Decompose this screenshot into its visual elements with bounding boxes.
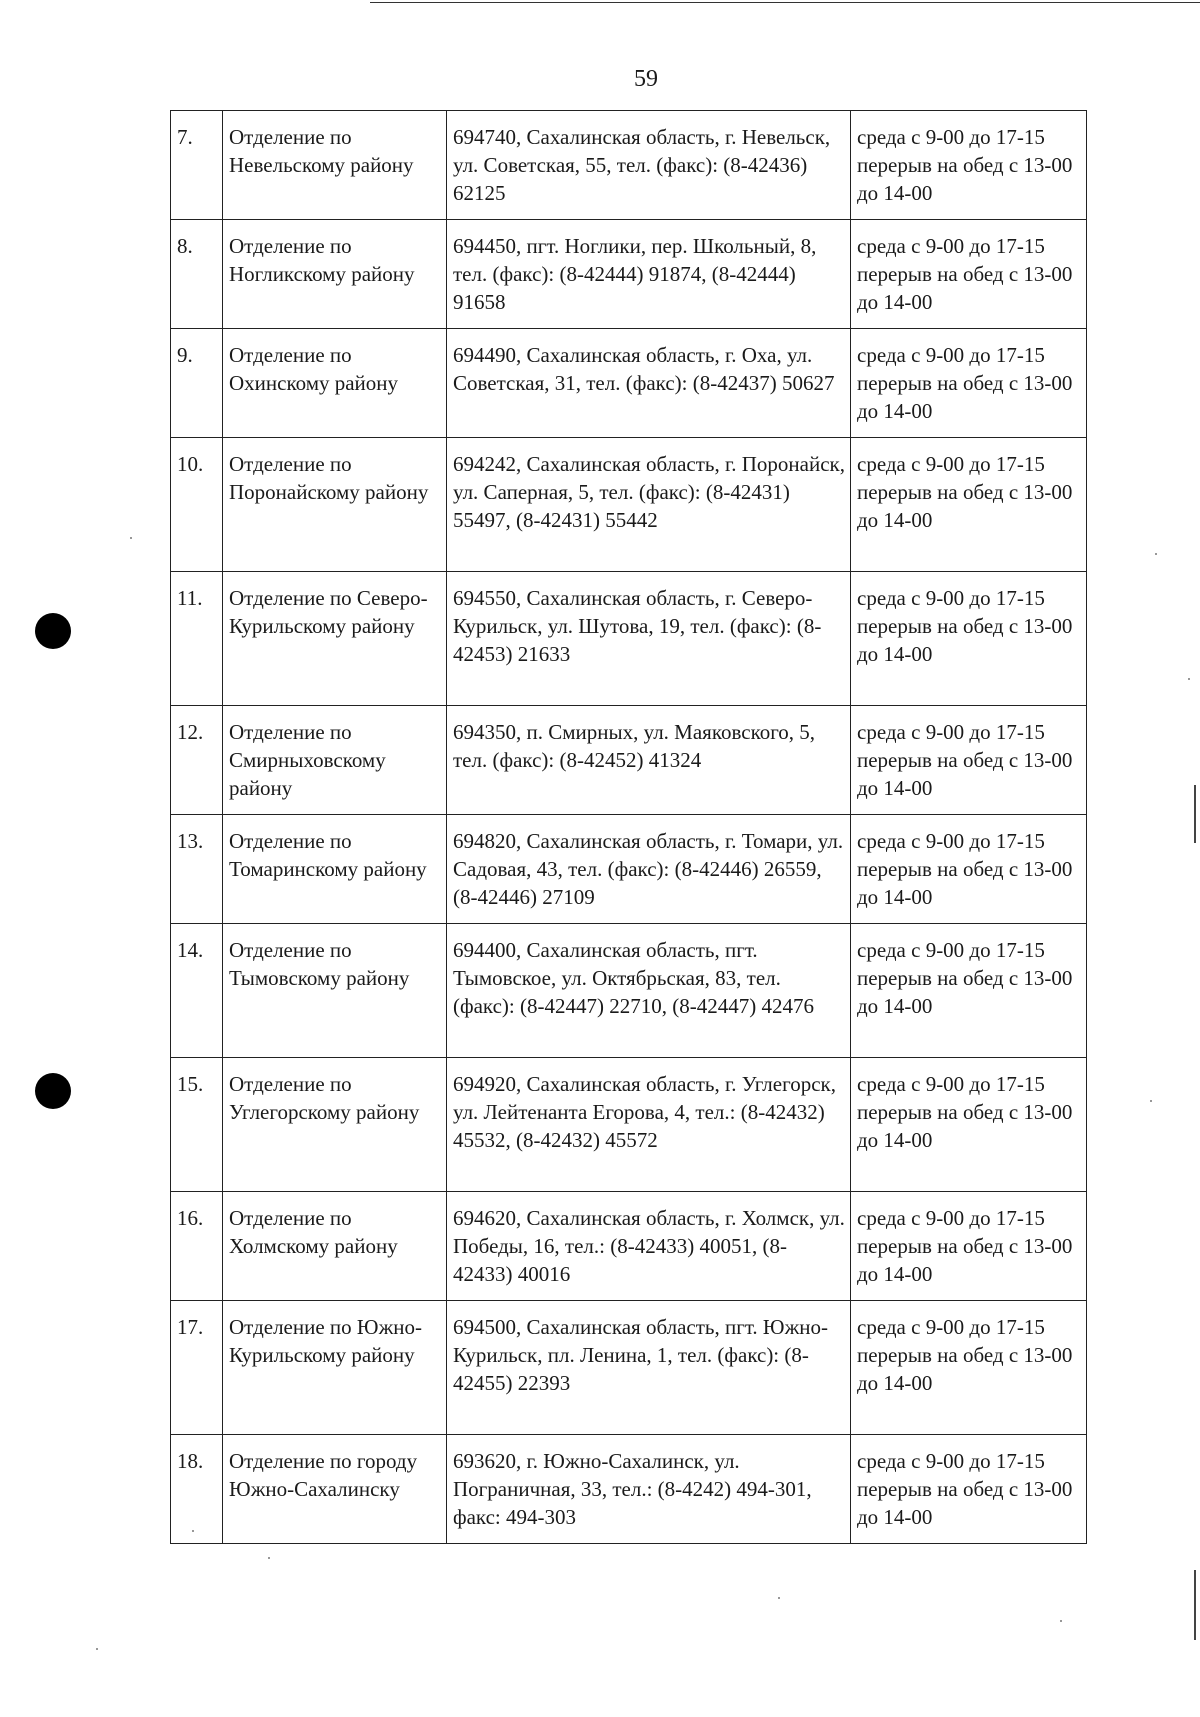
department-name: Отделение по Смирныховскому району xyxy=(223,706,447,815)
row-number: 8. xyxy=(171,220,223,329)
scan-speck xyxy=(96,1648,98,1650)
table-row xyxy=(171,220,1087,329)
department-address: 694740, Сахалинская область, г. Невельск, ул. Советская, 55, тел. (факс): (8-42436) 62125 xyxy=(447,111,851,220)
table-row xyxy=(171,924,1087,1058)
reception-hours: среда с 9-00 до 17-15 перерыв на обед с 13-00 до 14-00 xyxy=(851,1192,1087,1301)
department-address: 694490, Сахалинская область, г. Оха, ул. Советская, 31, тел. (факс): (8-42437) 50627 xyxy=(447,329,851,438)
row-number: 7. xyxy=(171,111,223,220)
table-row xyxy=(171,572,1087,706)
scan-speck xyxy=(778,1597,780,1599)
reception-hours: среда с 9-00 до 17-15 перерыв на обед с 13-00 до 14-00 xyxy=(851,1301,1087,1435)
department-address: 694242, Сахалинская область, г. Поронайск, ул. Саперная, 5, тел. (факс): (8-42431) 55497, (8-42431) 55442 xyxy=(447,438,851,572)
department-address: 694350, п. Смирных, ул. Маяковского, 5, тел. (факс): (8-42452) 41324 xyxy=(447,706,851,815)
table-row xyxy=(171,1435,1087,1544)
scan-edge-mark xyxy=(1194,1570,1196,1640)
department-name: Отделение по Углегорскому району xyxy=(223,1058,447,1192)
reception-hours: среда с 9-00 до 17-15 перерыв на обед с 13-00 до 14-00 xyxy=(851,1435,1087,1544)
row-number: 9. xyxy=(171,329,223,438)
scan-edge-mark xyxy=(1194,785,1196,843)
department-address: 694920, Сахалинская область, г. Углегорск, ул. Лейтенанта Егорова, 4, тел.: (8-42432) 45532, (8-42432) 45572 xyxy=(447,1058,851,1192)
reception-hours: среда с 9-00 до 17-15 перерыв на обед с 13-00 до 14-00 xyxy=(851,111,1087,220)
department-address: 694820, Сахалинская область, г. Томари, ул. Садовая, 43, тел. (факс): (8-42446) 26559, (8-42446) 27109 xyxy=(447,815,851,924)
row-number: 17. xyxy=(171,1301,223,1435)
department-address: 694500, Сахалинская область, пгт. Южно-Курильск, пл. Ленина, 1, тел. (факс): (8-42455) 22393 xyxy=(447,1301,851,1435)
row-number: 15. xyxy=(171,1058,223,1192)
scan-speck xyxy=(130,537,132,539)
row-number: 16. xyxy=(171,1192,223,1301)
reception-hours: среда с 9-00 до 17-15 перерыв на обед с 13-00 до 14-00 xyxy=(851,220,1087,329)
table-row xyxy=(171,329,1087,438)
row-number: 14. xyxy=(171,924,223,1058)
scan-speck xyxy=(1150,1100,1152,1102)
table-row xyxy=(171,1192,1087,1301)
department-name: Отделение по Невельскому району xyxy=(223,111,447,220)
page-number: 59 xyxy=(634,66,658,92)
scan-speck xyxy=(1155,553,1157,555)
reception-hours: среда с 9-00 до 17-15 перерыв на обед с 13-00 до 14-00 xyxy=(851,706,1087,815)
table-row xyxy=(171,111,1087,220)
department-name: Отделение по Южно-Курильскому району xyxy=(223,1301,447,1435)
department-address: 694400, Сахалинская область, пгт. Тымовское, ул. Октябрьская, 83, тел. (факс): (8-42447) 22710, (8-42447) 42476 xyxy=(447,924,851,1058)
table-row xyxy=(171,1301,1087,1435)
reception-hours: среда с 9-00 до 17-15 перерыв на обед с 13-00 до 14-00 xyxy=(851,572,1087,706)
reception-hours: среда с 9-00 до 17-15 перерыв на обед с 13-00 до 14-00 xyxy=(851,815,1087,924)
row-number: 11. xyxy=(171,572,223,706)
department-address: 694450, пгт. Ноглики, пер. Школьный, 8, тел. (факс): (8-42444) 91874, (8-42444) 91658 xyxy=(447,220,851,329)
department-address: 694620, Сахалинская область, г. Холмск, ул. Победы, 16, тел.: (8-42433) 40051, (8-42433) 40016 xyxy=(447,1192,851,1301)
row-number: 12. xyxy=(171,706,223,815)
department-name: Отделение по Ногликскому району xyxy=(223,220,447,329)
table-row xyxy=(171,706,1087,815)
department-name: Отделение по Поронайскому району xyxy=(223,438,447,572)
offices-table xyxy=(170,110,1087,1544)
reception-hours: среда с 9-00 до 17-15 перерыв на обед с 13-00 до 14-00 xyxy=(851,1058,1087,1192)
reception-hours: среда с 9-00 до 17-15 перерыв на обед с 13-00 до 14-00 xyxy=(851,329,1087,438)
table-row xyxy=(171,438,1087,572)
row-number: 18. xyxy=(171,1435,223,1544)
table-row xyxy=(171,815,1087,924)
top-border-line xyxy=(370,2,1200,3)
reception-hours: среда с 9-00 до 17-15 перерыв на обед с 13-00 до 14-00 xyxy=(851,438,1087,572)
scan-speck xyxy=(1188,678,1190,680)
row-number: 13. xyxy=(171,815,223,924)
department-name: Отделение по Холмскому району xyxy=(223,1192,447,1301)
punch-hole-bottom xyxy=(35,1073,71,1109)
department-name: Отделение по городу Южно-Сахалинску xyxy=(223,1435,447,1544)
department-address: 694550, Сахалинская область, г. Северо-Курильск, ул. Шутова, 19, тел. (факс): (8-42453) 21633 xyxy=(447,572,851,706)
reception-hours: среда с 9-00 до 17-15 перерыв на обед с 13-00 до 14-00 xyxy=(851,924,1087,1058)
department-name: Отделение по Тымовскому району xyxy=(223,924,447,1058)
department-name: Отделение по Томаринскому району xyxy=(223,815,447,924)
department-address: 693620, г. Южно-Сахалинск, ул. Пограничная, 33, тел.: (8-4242) 494-301, факс: 494-303 xyxy=(447,1435,851,1544)
department-name: Отделение по Охинскому району xyxy=(223,329,447,438)
department-name: Отделение по Северо-Курильскому району xyxy=(223,572,447,706)
scan-speck xyxy=(268,1557,270,1559)
table-row xyxy=(171,1058,1087,1192)
row-number: 10. xyxy=(171,438,223,572)
scan-speck xyxy=(1060,1620,1062,1622)
punch-hole-top xyxy=(35,613,71,649)
